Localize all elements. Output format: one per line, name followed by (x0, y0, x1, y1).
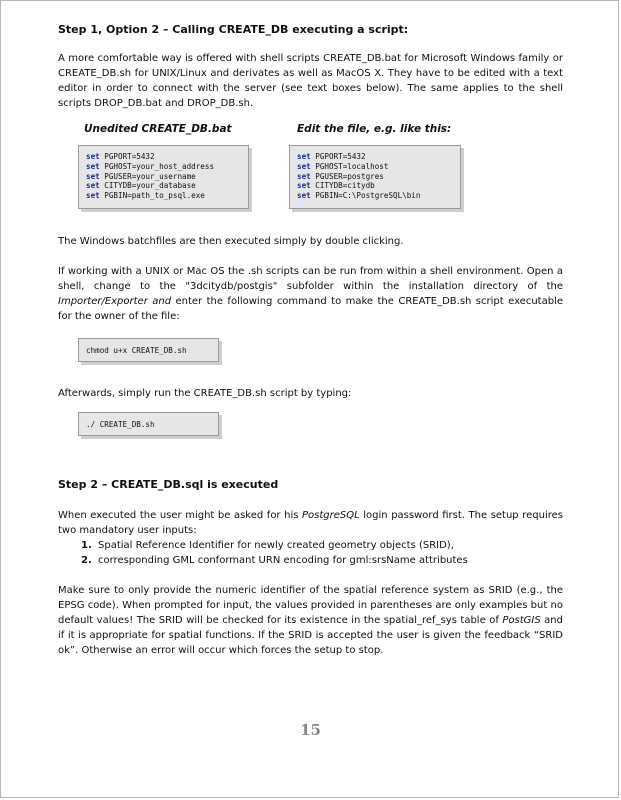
step2-heading: Step 2 – CREATE_DB.sql is executed (58, 478, 279, 491)
run-command-box (78, 412, 219, 436)
unix-paragraph: If working with a UNIX or Mac OS the .sh scripts can be run from within a shell environment. Open a shell, change to the "3dcitydb/postgis" subfolder within the installation directory of the Importer/Exporter and enter the following command to make the CREATE_DB.sh script executable for the owner of the file: (58, 266, 563, 322)
windows-paragraph: The Windows batchfiles are then executed simply by double clicking. (58, 236, 404, 247)
edited-box-title: Edit the file, e.g. like this: (297, 123, 452, 135)
unedited-box-title: Unedited CREATE_DB.bat (84, 123, 232, 135)
code-line: set PGBIN=C:\PostgreSQL\bin (297, 191, 421, 201)
chmod-command-box (78, 338, 219, 362)
edited-code-box (289, 145, 461, 209)
code-line: set CITYDB=your_database (86, 181, 196, 191)
step2-intro-paragraph: When executed the user might be asked for his PostgreSQL login password first. The setup requires two mandatory user inputs: (58, 510, 563, 536)
code-line: set PGHOST=your_host_address (86, 161, 215, 171)
code-line: set PGPORT=5432 (86, 152, 155, 161)
page-number: 15 (300, 721, 321, 739)
code-line: set PGUSER=your_username (86, 171, 196, 181)
chmod-command: chmod u+x CREATE_DB.sh (86, 346, 187, 355)
code-line: set CITYDB=citydb (297, 181, 375, 191)
requirements-list (81, 538, 551, 568)
code-line: set PGBIN=path_to_psql.exe (86, 191, 205, 201)
list-item: 1. Spatial Reference Identifier for newly created geometry objects (SRID), (81, 540, 454, 551)
code-line: set PGPORT=5432 (297, 152, 366, 161)
code-line: set PGHOST=localhost (297, 161, 389, 171)
list-item: 2. corresponding GML conformant URN encoding for gml:srsName attributes (81, 555, 468, 566)
srid-paragraph: Make sure to only provide the numeric identifier of the spatial reference system as SRID (e.g., the EPSG code). When prompted for input, the values provided in parentheses are only examples but no default values! The SRID will be checked for its existence in the spatial_ref_sys table of PostGIS and if it is appropriate for spatial functions. If the SRID is accepted the user is given the feedback “SRID ok”. Otherwise an error will occur which forces the setup to stop. (58, 585, 563, 656)
step1-heading: Step 1, Option 2 – Calling CREATE_DB executing a script: (58, 23, 409, 36)
afterwards-paragraph: Afterwards, simply run the CREATE_DB.sh script by typing: (58, 388, 352, 399)
step1-intro-paragraph: A more comfortable way is offered with shell scripts CREATE_DB.bat for Microsoft Windows family or CREATE_DB.sh for UNIX/Linux and derivates as well as MacOS X. They have to be edited with a text editor in order to connect with the server (see text boxes below). The same applies to the shell scripts DROP_DB.bat and DROP_DB.sh. (58, 53, 563, 109)
run-command: ./ CREATE_DB.sh (86, 420, 155, 429)
unedited-code-box (78, 145, 249, 209)
code-line: set PGUSER=postgres (297, 171, 384, 181)
